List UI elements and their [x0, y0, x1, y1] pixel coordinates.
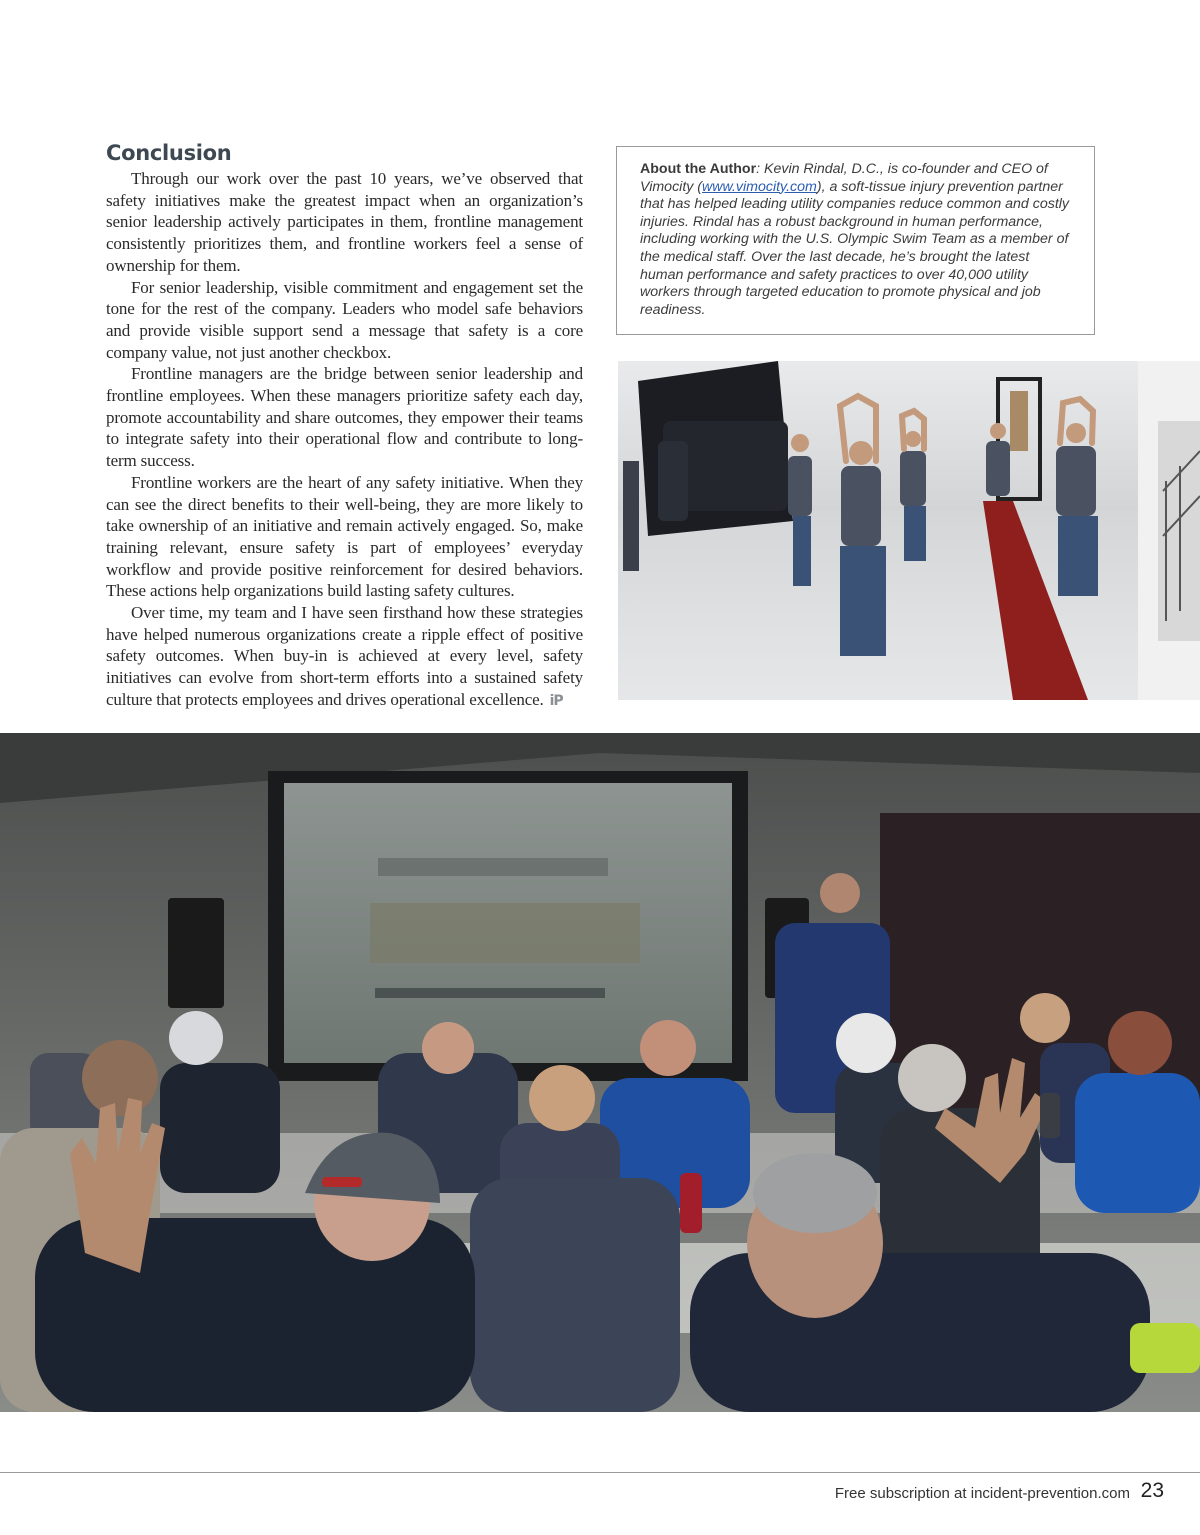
body-paragraph [106, 602, 583, 713]
article-column [106, 140, 583, 713]
body-paragraph: Through our work over the past 10 years, we’ve observed that safety initiatives make the greatest impact when an organization’s senior leadership actively participates in them, frontline management consistently prioritizes them, and frontline workers feel a sense of ownership for them. [106, 169, 583, 275]
page-number: 23 [1140, 1479, 1164, 1502]
photo-training-session [0, 733, 1200, 1412]
about-the-author-box [616, 146, 1095, 335]
vimocity-link[interactable]: www.vimocity.com [702, 178, 817, 195]
body-paragraph: Frontline workers are the heart of any safety initiative. When they can see the direct benefits to their well-being, they are more likely to take ownership of an initiative and remain actively engaged. So, make training relevant, ensure safety is part of employees’ everyday workflow and provide positive reinforcement for desired behaviors. These actions help organizations build lasting safety cultures. [106, 472, 583, 601]
body-paragraph: Frontline managers are the bridge between senior leadership and frontline employees. When these managers prioritize safety each day, promote accountability and share outcomes, they empower their teams to integrate safety into their operational flow and contribute to long-term success. [106, 364, 583, 471]
section-heading: Conclusion [106, 141, 232, 165]
body-paragraph: For senior leadership, visible commitment and engagement set the tone for the rest of the company. Leaders who model safe behaviors and provide visible support send a message that safety is a core company value, not just another checkbox. [106, 277, 583, 362]
end-mark-logo: iP [549, 692, 563, 709]
footer-divider [0, 1472, 1200, 1473]
author-box-text: ), a soft-tissue injury prevention partner that has helped leading utility companies reduce common and costly injuries. Rindal has a robust background in human performance, including working with the U.S. Olympic Swim Team as a member of the medical staff. Over the last decade, he’s brought the latest human performance and safety practices to over 40,000 utility workers through targeted education to promote physical and job readiness. [640, 178, 1070, 318]
body-paragraph-text: Over time, my team and I have seen firsthand how these strategies have helped numerous organizations create a ripple effect of positive safety outcomes. When buy-in is achieved at every level, safety initiatives can evolve from short-term efforts into a sustained safety culture that protects employees and drives operational excellence. [106, 603, 583, 709]
author-box-text: : Kevin Rindal, D.C., is co-founder and CEO of Vimocity ( [640, 161, 1048, 195]
photo-workers-stretching [618, 361, 1200, 700]
author-box-lead: About the Author [640, 161, 757, 177]
footer-subscription-text: Free subscription at incident-prevention.com [834, 1485, 1130, 1502]
